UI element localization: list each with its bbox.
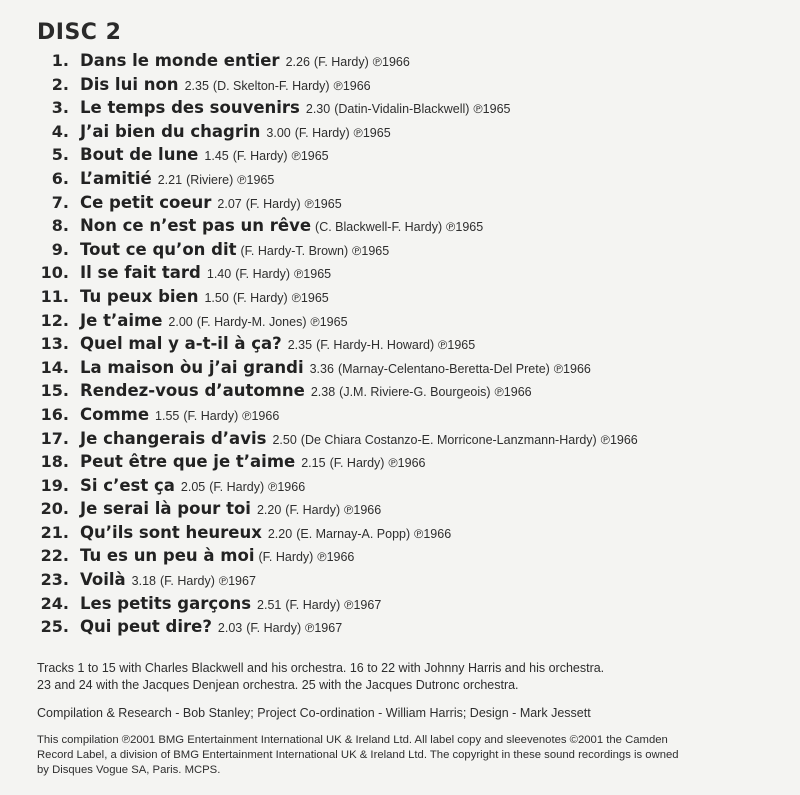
track-title: Il se fait tard [80, 263, 201, 283]
disc-title: DISC 2 [37, 20, 122, 45]
track-number: 24. [40, 593, 69, 613]
track-year: ℗1967 [305, 621, 343, 636]
track-row [37, 499, 777, 523]
track-title: Comme [80, 404, 150, 424]
track-row [37, 193, 777, 217]
track-year: ℗1966 [553, 361, 591, 376]
track-duration: 2.35 [287, 338, 313, 353]
track-year: ℗1965 [353, 125, 391, 140]
track-credits: (Riviere) [186, 172, 234, 187]
track-row [37, 570, 777, 594]
track-credits: (F. Hardy) [329, 456, 385, 471]
track-duration: 1.40 [206, 267, 232, 282]
orchestra-note-line: Tracks 1 to 15 with Charles Blackwell and his orchestra. 16 to 22 with Johnny Harris and his orchestra. [37, 661, 605, 675]
track-title: Je serai là pour toi [80, 499, 251, 519]
track-credits: (F. Hardy-T. Brown) [240, 243, 349, 258]
track-year: ℗1965 [473, 102, 511, 117]
track-title: Le temps des souvenirs [80, 98, 300, 118]
track-row [37, 287, 777, 311]
track-year: ℗1966 [414, 526, 452, 541]
track-duration: 2.51 [257, 597, 282, 612]
track-number: 5. [51, 145, 69, 165]
track-year: ℗1966 [317, 550, 355, 565]
track-credits: (F. Hardy) [285, 597, 341, 612]
track-year: ℗1966 [494, 385, 532, 400]
track-credits: (De Chiara Costanzo-E. Morricone-Lanzmann-Hardy) [300, 432, 597, 447]
track-number: 10. [40, 263, 69, 283]
track-number: 25. [40, 617, 69, 637]
track-credits: (F. Hardy) [294, 125, 350, 140]
track-title: Tu peux bien [80, 286, 199, 306]
track-row [37, 145, 777, 169]
track-duration: 2.30 [305, 102, 331, 117]
track-number: 2. [51, 74, 69, 94]
track-year: ℗1965 [310, 314, 348, 329]
track-title: Voilà [80, 570, 126, 590]
track-number: 9. [51, 239, 69, 259]
track-number: 16. [40, 404, 69, 424]
track-year: ℗1966 [344, 503, 382, 518]
track-duration: 2.03 [217, 621, 243, 636]
track-title: Si c’est ça [80, 475, 175, 495]
track-year: ℗1966 [372, 55, 410, 69]
track-credits: (F. Hardy) [313, 55, 369, 69]
track-year: ℗1965 [291, 290, 329, 305]
track-credits: (F. Hardy) [232, 149, 288, 164]
compilation-credits: Compilation & Research - Bob Stanley; Project Co-ordination - William Harris; Design - Mark Jessett [37, 706, 591, 720]
track-row [37, 358, 777, 382]
track-duration: 2.20 [267, 526, 293, 541]
track-row [37, 594, 777, 618]
track-title: Quel mal y a-t-il à ça? [80, 334, 282, 354]
track-credits: (F. Hardy) [245, 196, 301, 211]
track-row [37, 617, 777, 641]
track-duration: 1.50 [204, 290, 229, 305]
track-row [37, 263, 777, 287]
track-credits: (F. Hardy-H. Howard) [316, 338, 435, 353]
track-row [37, 334, 777, 358]
track-duration: 2.00 [168, 314, 193, 329]
orchestra-note-line: 23 and 24 with the Jacques Denjean orchestra. 25 with the Jacques Dutronc orchestra. [37, 678, 519, 692]
track-duration: 2.26 [285, 55, 310, 69]
track-year: ℗1965 [438, 338, 476, 353]
copyright-line: This compilation ℗2001 BMG Entertainment International UK & Ireland Ltd. All label copy and sleevenotes ©2001 the Camden [37, 734, 668, 746]
track-credits: (C. Blackwell-F. Hardy) [315, 220, 443, 235]
track-title: La maison òu j’ai grandi [80, 357, 304, 377]
orchestra-notes [37, 660, 777, 694]
track-year: ℗1965 [237, 172, 275, 187]
track-title: Ce petit coeur [80, 192, 212, 212]
track-year: ℗1967 [344, 597, 382, 612]
track-row [37, 311, 777, 335]
track-title: L’amitié [80, 168, 152, 188]
track-title: Qui peut dire? [80, 617, 212, 637]
track-number: 8. [51, 216, 69, 236]
track-number: 20. [40, 499, 69, 519]
track-credits: (F. Hardy) [246, 621, 302, 636]
track-credits: (F. Hardy) [285, 503, 341, 518]
track-duration: 3.18 [131, 574, 156, 589]
track-row [37, 523, 777, 547]
track-number: 4. [51, 121, 69, 141]
track-number: 6. [51, 168, 69, 188]
track-number: 7. [51, 192, 69, 212]
track-duration: 3.36 [309, 361, 334, 376]
track-duration: 2.15 [301, 456, 326, 471]
track-title: Je changerais d’avis [80, 428, 267, 448]
copyright-line: Record Label, a division of BMG Entertainment International UK & Ireland Ltd. The copyright in these sound recordings is owned [37, 749, 679, 761]
copyright-line: by Disques Vogue SA, Paris. MCPS. [37, 764, 221, 776]
track-title: Peut être que je t’aime [80, 452, 296, 472]
track-year: ℗1966 [600, 432, 638, 447]
track-title: Tout ce qu’on dit [80, 239, 237, 259]
track-row [37, 169, 777, 193]
track-row [37, 452, 777, 476]
track-row [37, 476, 777, 500]
track-row [37, 429, 777, 453]
copyright-notice [37, 733, 777, 778]
track-duration: 2.35 [184, 78, 209, 93]
track-number: 18. [40, 452, 69, 472]
track-number: 22. [40, 546, 69, 566]
track-credits: (E. Marnay-A. Popp) [296, 526, 411, 541]
track-title: Non ce n’est pas un rêve [80, 216, 312, 236]
track-year: ℗1966 [268, 479, 306, 494]
track-title: Qu’ils sont heureux [80, 522, 262, 542]
track-number: 15. [40, 381, 69, 401]
track-duration: 2.21 [157, 172, 183, 187]
track-credits: (F. Hardy-M. Jones) [196, 314, 307, 329]
track-duration: 1.55 [155, 408, 180, 423]
track-credits: (F. Hardy) [160, 574, 215, 589]
track-year: ℗1965 [304, 196, 342, 211]
track-row [37, 240, 777, 264]
track-year: ℗1965 [446, 220, 484, 235]
track-credits: (F. Hardy) [209, 479, 265, 494]
track-row [37, 122, 777, 146]
track-duration: 3.00 [266, 125, 291, 140]
track-credits: (Datin-Vidalin-Blackwell) [334, 102, 470, 117]
track-number: 1. [51, 51, 69, 70]
track-year: ℗1965 [294, 267, 332, 282]
track-duration: 2.38 [310, 385, 336, 400]
track-title: Bout de lune [80, 145, 199, 165]
track-row [37, 98, 777, 122]
track-year: ℗1966 [333, 78, 371, 93]
track-number: 13. [40, 334, 69, 354]
track-row [37, 75, 777, 99]
track-credits: (Marnay-Celentano-Beretta-Del Prete) [337, 361, 550, 376]
track-title: Rendez-vous d’automne [80, 381, 305, 401]
track-title: Dans le monde entier [80, 51, 280, 70]
track-duration: 2.50 [272, 432, 297, 447]
track-row [37, 216, 777, 240]
track-number: 11. [40, 286, 69, 306]
track-row [37, 51, 777, 75]
track-title: Les petits garçons [80, 593, 252, 613]
track-credits: (J.M. Riviere-G. Bourgeois) [339, 385, 491, 400]
track-number: 19. [40, 475, 69, 495]
track-number: 3. [51, 98, 69, 118]
track-number: 12. [40, 310, 69, 330]
track-credits: (F. Hardy) [258, 550, 314, 565]
track-row [37, 405, 777, 429]
track-number: 23. [40, 570, 69, 590]
track-year: ℗1965 [291, 149, 329, 164]
track-year: ℗1966 [242, 408, 280, 423]
track-duration: 2.20 [256, 503, 282, 518]
track-duration: 2.05 [180, 479, 206, 494]
track-credits: (F. Hardy) [232, 290, 288, 305]
track-number: 17. [40, 428, 69, 448]
track-title: J’ai bien du chagrin [80, 121, 261, 141]
track-number: 21. [40, 522, 69, 542]
track-title: Tu es un peu à moi [80, 546, 255, 566]
track-row [37, 546, 777, 570]
track-year: ℗1967 [218, 574, 256, 589]
track-credits: (D. Skelton-F. Hardy) [212, 78, 330, 93]
track-year: ℗1965 [352, 243, 390, 258]
track-credits: (F. Hardy) [183, 408, 239, 423]
track-number: 14. [40, 357, 69, 377]
track-duration: 2.07 [217, 196, 242, 211]
track-credits: (F. Hardy) [235, 267, 291, 282]
track-duration: 1.45 [204, 149, 229, 164]
track-row [37, 381, 777, 405]
track-list [37, 51, 777, 641]
track-year: ℗1966 [388, 456, 426, 471]
track-title: Je t’aime [80, 310, 163, 330]
track-title: Dis lui non [80, 74, 179, 94]
